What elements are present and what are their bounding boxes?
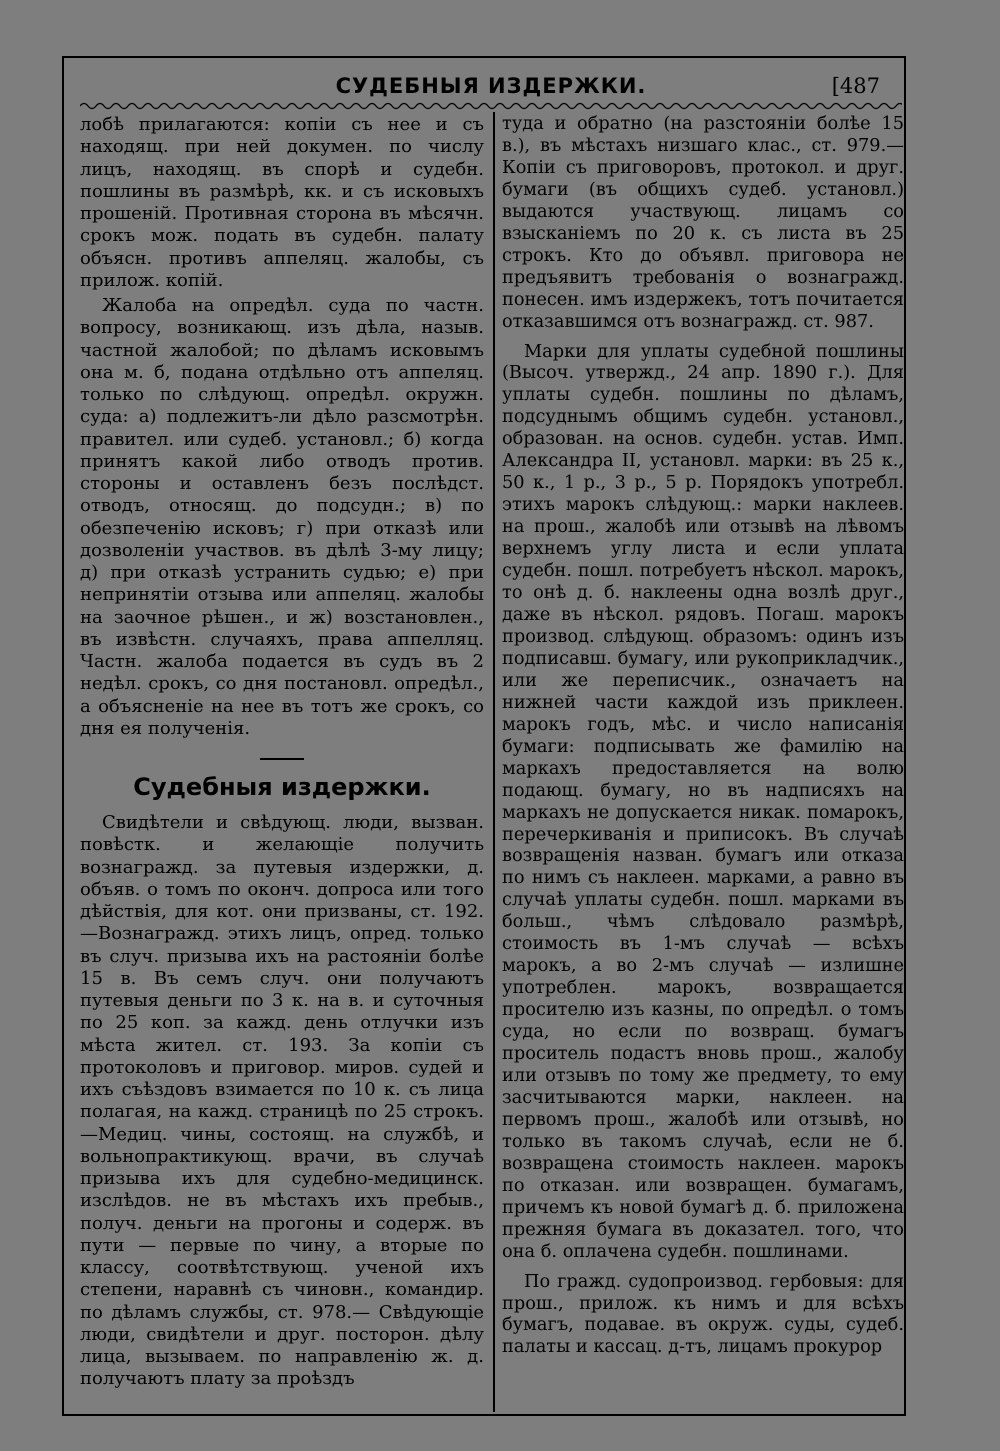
page-number: [487 bbox=[831, 74, 880, 98]
paragraph-spacer bbox=[502, 334, 904, 342]
right-paragraph-3: По гражд. судопроизвод. гербовыя: для прош., прилож. къ нимъ и для всѣхъ бумагъ, подавае. въ окруж. суды, судеб. палаты и кассац. д-тъ, лицамъ прокурор bbox=[502, 1271, 904, 1358]
right-paragraph-2: Марки для уплаты судебной пошлины (Высоч. утвержд., 24 апр. 1890 г.). Для уплаты судебн. пошлины по дѣламъ, подсуднымъ общимъ судебн. установл., образован. на основ. судебн. устав. Имп. Александра II, установл. марки: въ 25 к., 50 к., 1 р., 3 р., 5 р. Порядокъ употребл. этихъ марокъ слѣдующ.: марки наклеев. на прош., жалобѣ или отзывѣ на лѣвомъ верхнемъ углу листа и если уплата судебн. пошл. потребуетъ нѣскол. марокъ, то онѣ д. б. наклеены одна возлѣ друг., даже въ нѣскол. рядовъ. Погаш. марокъ производ. слѣдующ. образомъ: одинъ изъ подписавш. бумагу, или рукоприкладчик., или же переписчик., означаетъ на нижней части каждой изъ приклеен. марокъ годъ, мѣс. и число написанія бумаги: подписывать же фамилію на маркахъ предоставляется на волю подающ. бумагу, но въ надписяхъ на маркахъ не допускается никак. помарокъ, перечеркиванія и приписокъ. Въ случаѣ возвращенія назван. бумагъ или отказа по нимъ съ наклеен. марками, а равно въ случаѣ уплаты судебн. пошл. марками въ больш., чѣмъ слѣдовало размѣрѣ, стоимость въ 1-мъ случаѣ — всѣхъ марокъ, а во 2-мъ случаѣ — излишне употреблен. марокъ, возвращается просителю изъ казны, по опредѣл. о томъ суда, но если по возвращ. бумагъ проситель подастъ вновь прош., жалобу или отзывъ по тому же предмету, то ему засчитываются марки, наклеен. на первомъ прош., жалобѣ или отзывѣ, но только въ такомъ случаѣ, если не б. возвращена стоимость наклеен. марокъ по отказан. или возвращен. бумагамъ, причемъ къ новой бумагѣ д. б. приложена прежняя бумага въ доказател. того, что она б. оплачена судебн. пошлинами. bbox=[502, 341, 904, 1262]
running-head bbox=[80, 70, 902, 104]
wavy-rule bbox=[80, 100, 902, 112]
column-rule bbox=[493, 112, 495, 1412]
right-paragraph-1: туда и обратно (на разстояніи болѣе 15 в.), въ мѣстахъ низшаго клас., ст. 979.— Копіи съ приговоровъ, протокол. и друг. бумаги (въ общихъ судеб. установл.) выдаются участвующ. лицамъ со взысканіемъ по 20 к. съ листа въ 25 строкъ. Кто до объявл. приговора не предъявитъ требованія о вознагражд. понесен. имъ издержекъ, тотъ почитается отказавшимся отъ вознагражд. ст. 987. bbox=[502, 114, 904, 332]
paragraph-spacer bbox=[502, 1264, 904, 1272]
running-title: СУДЕБНЫЯ ИЗДЕРЖКИ. bbox=[335, 74, 647, 98]
left-column bbox=[80, 114, 484, 1391]
left-paragraph-2: Жалоба на опредѣл. суда по частн. вопросу, возникающ. изъ дѣла, назыв. частной жалобой; по дѣламъ исковымъ она м. б, подана отдѣльно отъ аппеляц. только по слѣдующ. опредѣл. окружн. суда: а) подлежитъ-ли дѣло разсмотрѣн. правител. или судеб. установл.; б) когда принятъ какой либо отводъ против. стороны и оставленъ безъ послѣдст. отводъ, относящ. до подсудн.; в) по обезпеченію исковъ; г) при отказѣ или дозволеніи участвов. въ дѣлѣ 3-му лицу; д) при отказѣ устранить судью; е) при непринятіи отзыва или аппеляц. жалобы на заочное рѣшен., и ж) возстановлен., въ извѣстн. случаяхъ, права аппелляц. Частн. жалоба подается въ судъ въ 2 недѣл. срокъ, со дня постановл. опредѣл., а объясненіе на нее въ тотъ же срокъ, со дня ея полученія. bbox=[80, 295, 484, 739]
section-divider bbox=[260, 758, 304, 760]
left-paragraph-1: лобѣ прилагаются: копіи съ нее и съ находящ. при ней докумен. по числу лицъ, находящ. въ спорѣ и судебн. пошлины въ размѣрѣ, кк. и съ исковыхъ прошеній. Противная сторона въ мѣсячн. срокъ мож. подать въ судебн. палату объясн. противъ аппеляц. жалобы, съ прилож. копій. bbox=[80, 114, 484, 291]
section-heading: Судебныя издержки. bbox=[133, 773, 431, 801]
right-column bbox=[502, 114, 904, 1359]
left-paragraph-3: Свидѣтели и свѣдующ. люди, вызван. повѣстк. и желающіе получить вознагражд. за путевыя издержки, д. объяв. о томъ по оконч. допроса или того дѣйствія, для кот. они призваны, ст. 192.—Вознагражд. этихъ лицъ, опред. только въ случ. призыва ихъ на растояніи болѣе 15 в. Въ семъ случ. они получаютъ путевыя деньги по 3 к. на в. и суточныя по 25 коп. за кажд. день отлучки изъ мѣста жител. ст. 193. За копіи съ протоколовъ и приговор. миров. судей и ихъ съѣздовъ взимается по 10 к. съ лица полагая, на кажд. страницѣ по 25 строкъ.—Медиц. чины, состоящ. на службѣ, и вольнопрактикующ. врачи, въ случаѣ призыва ихъ для судебно-медицинск. изслѣдов. не въ мѣстахъ ихъ пребыв., получ. деньги на прогоны и содерж. въ пути — первые по чину, а вторые по классу, соотвѣтствующ. ученой ихъ степени, наравнѣ съ чиновн., командир. по дѣламъ службы, ст. 978.— Свѣдующіе люди, свидѣтели и друг. посторон. дѣлу лица, вызываем. по направленію ж. д. получаютъ плату за проѣздъ bbox=[80, 812, 484, 1390]
